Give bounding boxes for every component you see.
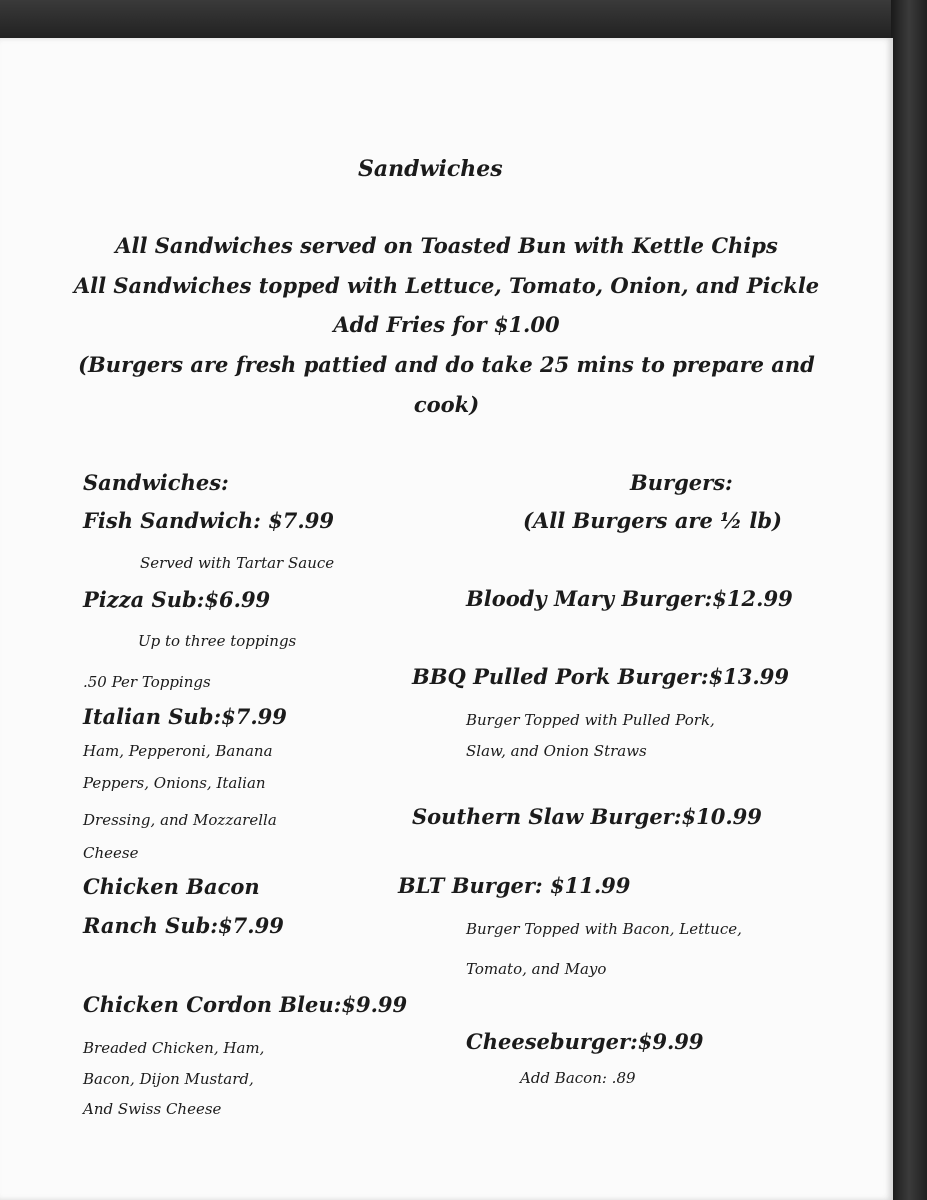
cheeseburger: Cheeseburger:$9.99 — [466, 1029, 704, 1054]
bbq-burger-desc-2: Slaw, and Onion Straws — [466, 742, 647, 760]
burgers-note: (All Burgers are ½ lb) — [523, 508, 782, 533]
blt-burger: BLT Burger: $11.99 — [398, 873, 631, 898]
burgers-heading: Burgers: — [630, 470, 733, 495]
cordon-bleu-desc-2: Bacon, Dijon Mustard, — [83, 1070, 254, 1088]
intro-line-3: Add Fries for $1.00 — [333, 312, 560, 337]
chicken-bacon-ranch-line-2: Ranch Sub:$7.99 — [83, 913, 284, 938]
intro-line-5: cook) — [413, 392, 480, 417]
blt-burger-desc-2: Tomato, and Mayo — [466, 960, 607, 978]
intro-line-2: All Sandwiches topped with Lettuce, Tomato, Onion, and Pickle — [73, 273, 820, 298]
italian-sub-desc-4: Cheese — [83, 844, 139, 862]
menu-page — [0, 38, 893, 1200]
binder-top-edge — [0, 0, 927, 42]
cordon-bleu-desc-3: And Swiss Cheese — [83, 1100, 222, 1118]
italian-sub: Italian Sub:$7.99 — [83, 704, 287, 729]
fish-sandwich-desc: Served with Tartar Sauce — [140, 554, 335, 572]
sandwiches-heading: Sandwiches: — [83, 470, 229, 495]
chicken-cordon-bleu: Chicken Cordon Bleu:$9.99 — [83, 992, 408, 1017]
bbq-burger-desc-1: Burger Topped with Pulled Pork, — [466, 711, 715, 729]
intro-line-4: (Burgers are fresh pattied and do take 25 mins to prepare and — [78, 352, 815, 377]
pizza-sub-desc-2: .50 Per Toppings — [83, 673, 211, 691]
pizza-sub: Pizza Sub:$6.99 — [83, 587, 271, 612]
italian-sub-desc-3: Dressing, and Mozzarella — [83, 811, 277, 829]
bloody-mary-burger: Bloody Mary Burger:$12.99 — [466, 586, 793, 611]
southern-slaw-burger: Southern Slaw Burger:$10.99 — [412, 804, 762, 829]
cordon-bleu-desc-1: Breaded Chicken, Ham, — [83, 1039, 265, 1057]
intro-line-1: All Sandwiches served on Toasted Bun with Kettle Chips — [115, 233, 778, 258]
chicken-bacon-ranch-line-1: Chicken Bacon — [83, 874, 260, 899]
binder-right-edge — [891, 0, 927, 1200]
bbq-pulled-pork-burger: BBQ Pulled Pork Burger:$13.99 — [412, 664, 789, 689]
blt-burger-desc-1: Burger Topped with Bacon, Lettuce, — [466, 920, 742, 938]
pizza-sub-desc-1: Up to three toppings — [138, 632, 297, 650]
fish-sandwich: Fish Sandwich: $7.99 — [83, 508, 334, 533]
page-title: Sandwiches — [358, 156, 503, 182]
cheeseburger-desc: Add Bacon: .89 — [520, 1069, 636, 1087]
italian-sub-desc-1: Ham, Pepperoni, Banana — [83, 742, 273, 760]
italian-sub-desc-2: Peppers, Onions, Italian — [83, 774, 266, 792]
